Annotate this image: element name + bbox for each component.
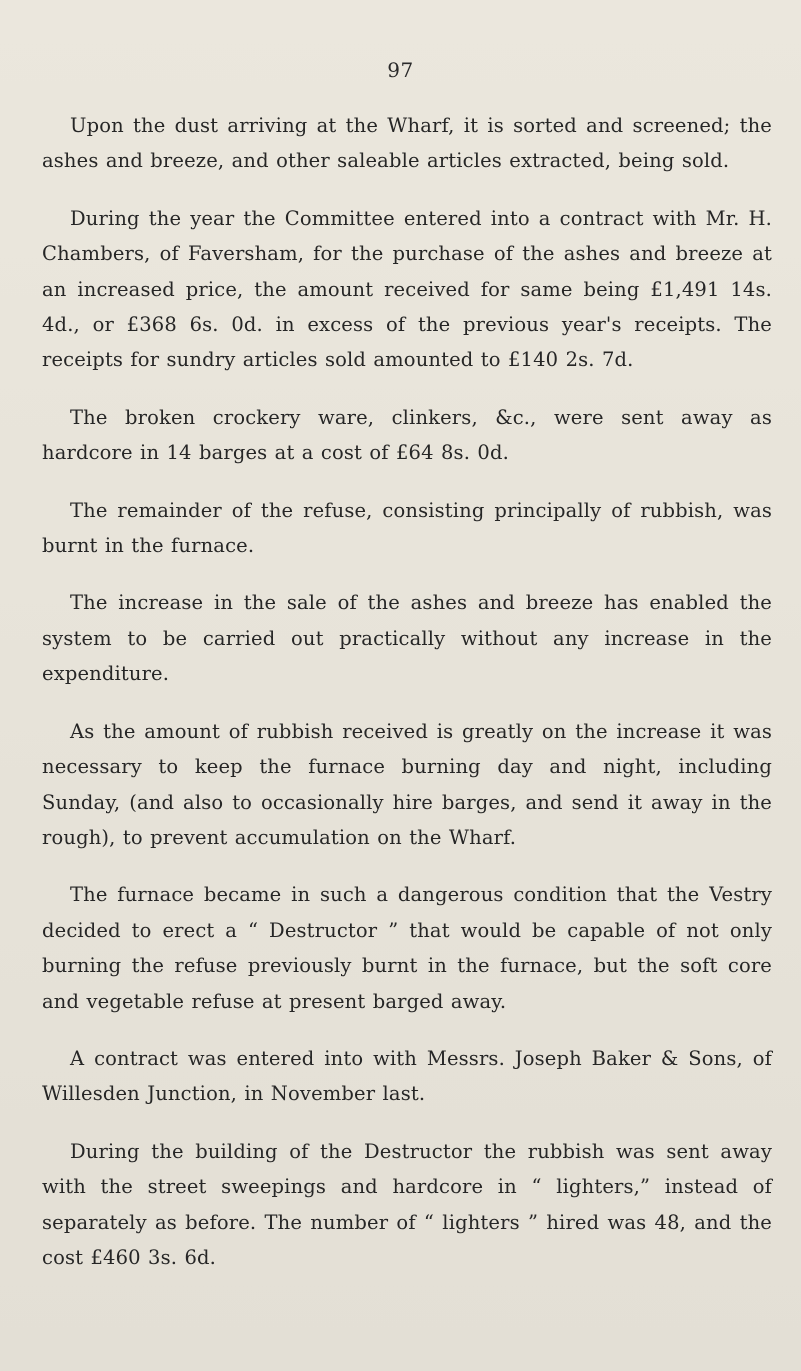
paragraph-lighters: During the building of the Destructor the rubbish was sent away with the street sweepings and hardcore in “ lighters,” instead of separately as before. The number of “ lighters ” hired was 48, and the cost £460 3s. 6d. [42, 1139, 772, 1269]
body-text [42, 108, 772, 1297]
paragraph-ashes-contract: During the year the Committee entered into a contract with Mr. H. Chambers, of Faversham, for the purchase of the ashes and breeze at an increased price, the amount received for same being £1,491 14s. 4d., or £368 6s. 0d. in excess of the previous year's receipts. The receipts for sundry articles sold amounted to £140 2s. 7d. [42, 206, 772, 372]
paragraph-sale-increase: The increase in the sale of the ashes and breeze has enabled the system to be carried out practically without any increase in the expenditure. [42, 591, 772, 686]
page-number: 97 [387, 58, 414, 82]
paragraph-hardcore-barges: The broken crockery ware, clinkers, &c., were sent away as hardcore in 14 barges at a cost of £64 8s. 0d. [42, 405, 772, 465]
paragraph-contract-baker: A contract was entered into with Messrs. Joseph Baker & Sons, of Willesden Junction, in November last. [42, 1046, 772, 1106]
paragraph-furnace-burning: As the amount of rubbish received is greatly on the increase it was necessary to keep the furnace burning day and night, including Sunday, (and also to occasionally hire barges, and send it away in the rough), to prevent accumulation on the Wharf. [42, 719, 772, 849]
paragraph-destructor: The furnace became in such a dangerous condition that the Vestry decided to erect a “ Destructor ” that would be capable of not only burning the refuse previously burnt in the furnace, but the soft core and vegetable refuse at present barged away. [42, 883, 772, 1013]
paragraph-dust-sorting: Upon the dust arriving at the Wharf, it is sorted and screened; the ashes and breeze, and other saleable articles extracted, being sold. [42, 114, 772, 173]
paragraph-refuse-burnt: The remainder of the refuse, consisting principally of rubbish, was burnt in the furnace. [42, 498, 772, 558]
